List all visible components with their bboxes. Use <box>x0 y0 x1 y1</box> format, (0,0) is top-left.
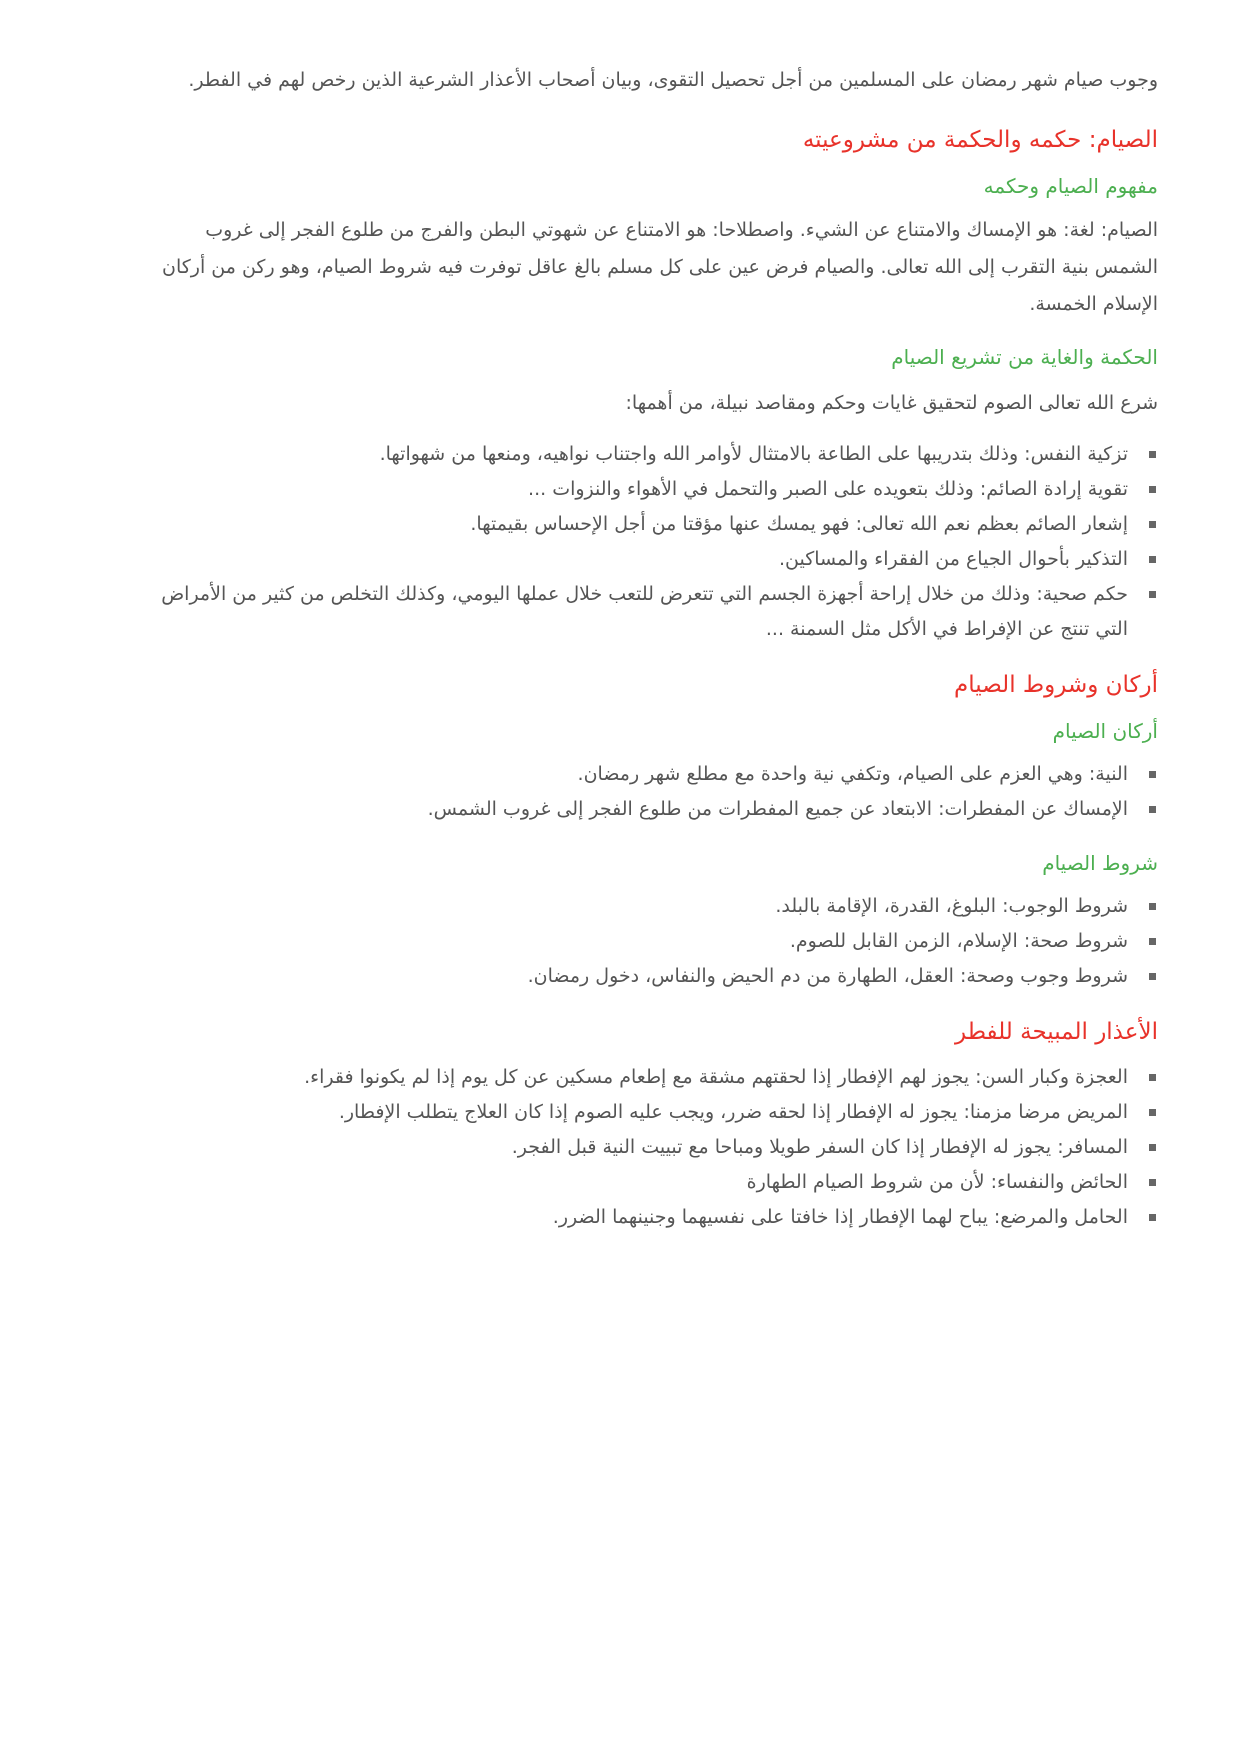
square-bullet-icon <box>1149 938 1156 945</box>
list-item <box>158 1095 1158 1130</box>
document-page <box>158 60 1158 1253</box>
subsection-title: الحكمة والغاية من تشريع الصيام <box>891 345 1158 369</box>
section-excuses <box>158 1012 1158 1235</box>
list-item-text: حكم صحية: وذلك من خلال إراحة أجهزة الجسم التي تتعرض للتعب خلال عملها اليومي، وكذلك التخلص من كثير من الأمراض التي تنتج عن الإفراط في الأكل مثل السمنة ... <box>161 583 1128 640</box>
square-bullet-icon <box>1149 903 1156 910</box>
subsection-title: أركان الصيام <box>1052 719 1158 743</box>
square-bullet-icon <box>1149 486 1156 493</box>
intro-paragraph: وجوب صيام شهر رمضان على المسلمين من أجل تحصيل التقوى، وبيان أصحاب الأعذار الشرعية الذين رخص لهم في الفطر. <box>188 69 1158 91</box>
list-item-text: شروط صحة: الإسلام، الزمن القابل للصوم. <box>789 930 1128 952</box>
list-item <box>158 757 1158 792</box>
wisdom-intro-paragraph: شرع الله تعالى الصوم لتحقيق غايات وحكم ومقاصد نبيلة، من أهمها: <box>625 392 1158 414</box>
list-item <box>158 507 1158 542</box>
list-item-text: تزكية النفس: وذلك بتدريبها على الطاعة بالامتثال لأوامر الله واجتناب نواهيه، ومنعها من شهواتها. <box>379 443 1128 465</box>
list-item <box>158 924 1158 959</box>
list-item <box>158 577 1158 647</box>
list-item <box>158 1060 1158 1095</box>
square-bullet-icon <box>1149 1074 1156 1081</box>
list-item <box>158 1165 1158 1200</box>
list-item <box>158 437 1158 472</box>
list-item-text: تقوية إرادة الصائم: وذلك بتعويده على الصبر والتحمل في الأهواء والنزوات ... <box>528 478 1128 500</box>
list-item-text: شروط وجوب وصحة: العقل، الطهارة من دم الحيض والنفاس، دخول رمضان. <box>527 965 1128 987</box>
section-title: الصيام: حكمه والحكمة من مشروعيته <box>802 127 1158 153</box>
list-item-text: الإمساك عن المفطرات: الابتعاد عن جميع المفطرات من طلوع الفجر إلى غروب الشمس. <box>427 798 1128 820</box>
definition-paragraph: الصيام: لغة: هو الإمساك والامتناع عن الشيء. واصطلاحا: هو الامتناع عن شهوتي البطن والفرج من طلوع الفجر إلى غروب الشمس بنية التقرب إلى الله تعالى. والصيام فرض عين على كل مسلم بالغ عاقل توفرت فيه شروط الصيام، وهو ركن من أركان الإسلام الخمسة. <box>162 219 1158 315</box>
list-item <box>158 1130 1158 1165</box>
list-item <box>158 1200 1158 1235</box>
list-item <box>158 472 1158 507</box>
excuses-list <box>158 1060 1158 1235</box>
list-item-text: الحامل والمرضع: يباح لهما الإفطار إذا خافتا على نفسيهما وجنينهما الضرر. <box>552 1206 1128 1228</box>
square-bullet-icon <box>1149 1179 1156 1186</box>
list-item <box>158 959 1158 994</box>
wisdom-list <box>158 437 1158 647</box>
conditions-list <box>158 889 1158 994</box>
section-title: الأعذار المبيحة للفطر <box>955 1019 1158 1045</box>
list-item-text: الحائض والنفساء: لأن من شروط الصيام الطهارة <box>746 1171 1128 1193</box>
square-bullet-icon <box>1149 806 1156 813</box>
list-item <box>158 889 1158 924</box>
list-item <box>158 542 1158 577</box>
list-item-text: شروط الوجوب: البلوغ، القدرة، الإقامة بالبلد. <box>775 895 1128 917</box>
square-bullet-icon <box>1149 1144 1156 1151</box>
square-bullet-icon <box>1149 973 1156 980</box>
list-item <box>158 792 1158 827</box>
section-title: أركان وشروط الصيام <box>954 672 1158 698</box>
subsection-title: شروط الصيام <box>1042 851 1158 875</box>
list-item-text: العجزة وكبار السن: يجوز لهم الإفطار إذا لحقتهم مشقة مع إطعام مسكين عن كل يوم إذا لم يكونوا فقراء. <box>304 1066 1128 1088</box>
list-item-text: التذكير بأحوال الجياع من الفقراء والمساكين. <box>778 548 1128 570</box>
pillars-list <box>158 757 1158 827</box>
square-bullet-icon <box>1149 1109 1156 1116</box>
list-item-text: النية: وهي العزم على الصيام، وتكفي نية واحدة مع مطلع شهر رمضان. <box>577 763 1128 785</box>
square-bullet-icon <box>1149 521 1156 528</box>
square-bullet-icon <box>1149 1214 1156 1221</box>
square-bullet-icon <box>1149 771 1156 778</box>
section-fasting-ruling <box>158 120 1158 647</box>
list-item-text: المريض مرضا مزمنا: يجوز له الإفطار إذا لحقه ضرر، ويجب عليه الصوم إذا كان العلاج يتطلب الإفطار. <box>338 1101 1128 1123</box>
square-bullet-icon <box>1149 556 1156 563</box>
subsection-title: مفهوم الصيام وحكمه <box>983 174 1158 198</box>
section-pillars-conditions <box>158 665 1158 994</box>
square-bullet-icon <box>1149 451 1156 458</box>
list-item-text: المسافر: يجوز له الإفطار إذا كان السفر طويلا ومباحا مع تبييت النية قبل الفجر. <box>511 1136 1128 1158</box>
list-item-text: إشعار الصائم بعظم نعم الله تعالى: فهو يمسك عنها مؤقتا من أجل الإحساس بقيمتها. <box>470 513 1128 535</box>
square-bullet-icon <box>1149 591 1156 598</box>
